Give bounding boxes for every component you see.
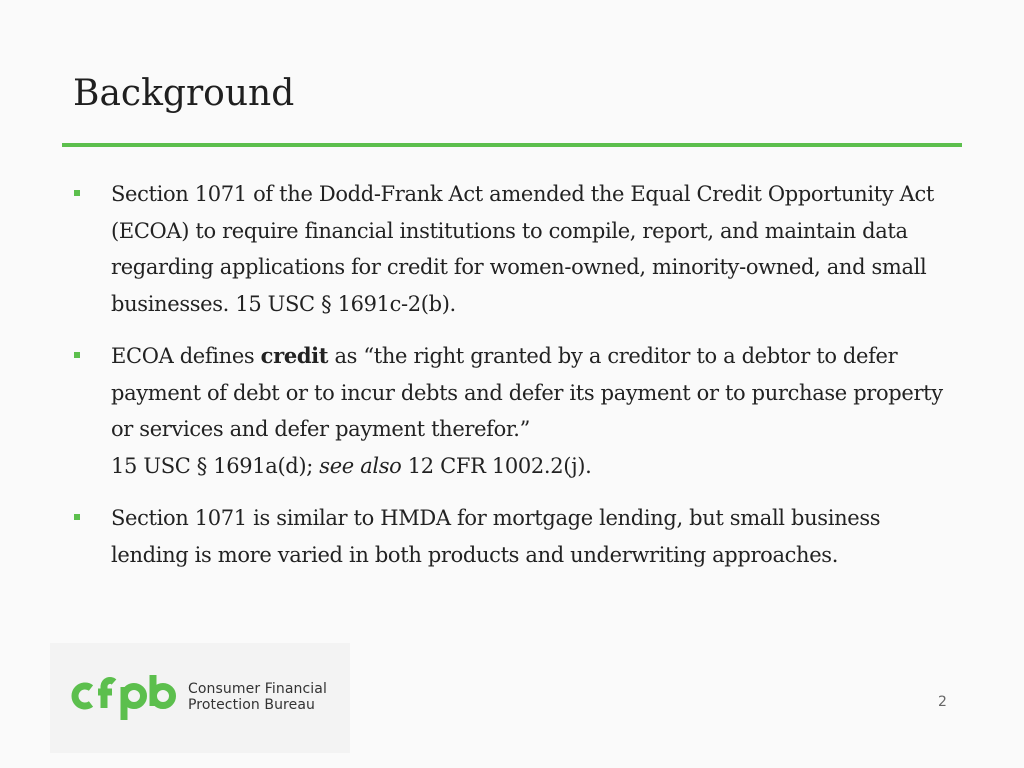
title-divider: [62, 143, 962, 147]
bullet-item: [73, 500, 963, 573]
bullet-item: [73, 176, 963, 322]
bullet-text: [111, 344, 943, 478]
bullet-square-icon: [74, 352, 80, 358]
bullet-square-icon: [74, 190, 80, 196]
logo-line: Consumer Financial: [188, 681, 327, 697]
bullet-list: [73, 176, 963, 589]
slide-title: Background: [73, 73, 295, 114]
bullet-text: Section 1071 is similar to HMDA for mortgage lending, but small business lending is more varied in both products and underwriting approaches.: [111, 506, 881, 567]
page-number: 2: [938, 694, 947, 710]
citation: 15 USC § 1691a(d);: [111, 453, 320, 478]
bullet-item: [73, 338, 963, 484]
bullet-text: Section 1071 of the Dodd-Frank Act amended the Equal Credit Opportunity Act (ECOA) to require financial institutions to compile, report, and maintain data regarding applications for credit for women-owned, minority-owned, and small businesses. 15 USC § 1691c-2(b).: [111, 182, 934, 316]
logo-wordmark: [188, 681, 327, 713]
bullet-text-segment: as “the right granted by a creditor to a debtor to defer payment of debt or to incur debts and defer its payment or to purchase property or services and defer payment therefor.”: [111, 344, 943, 441]
cfpb-logo-icon: [68, 672, 176, 724]
bold-term: credit: [260, 343, 329, 368]
citation: 12 CFR 1002.2(j).: [401, 453, 592, 478]
bullet-square-icon: [74, 514, 80, 520]
italic-term: see also: [319, 453, 402, 478]
logo-line: Protection Bureau: [188, 697, 315, 713]
bullet-text-segment: ECOA defines: [111, 344, 261, 368]
